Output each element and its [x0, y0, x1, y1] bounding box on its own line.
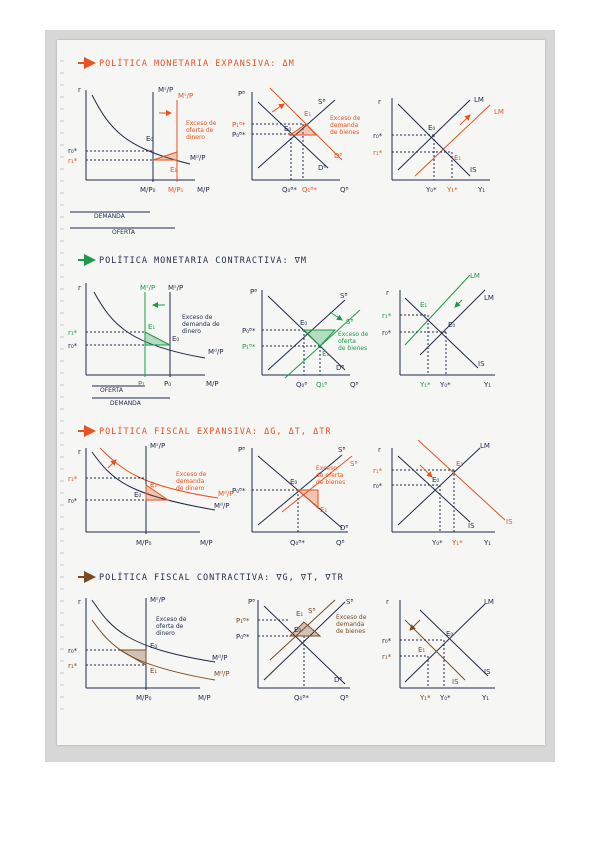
axis-label-r: r	[78, 448, 81, 456]
e1-label: E₁	[150, 667, 158, 675]
e1-label: E₁	[418, 646, 426, 654]
r1-label: r₁*	[68, 662, 78, 670]
r0-label: r₀*	[68, 647, 78, 655]
e1-label: E₁	[296, 610, 304, 618]
note-line: oferta de	[156, 623, 184, 630]
is-curve-1	[405, 620, 465, 680]
lm-curve	[405, 604, 485, 682]
s1-label: Sᴮ	[308, 607, 316, 615]
goods-note	[330, 115, 361, 136]
section-monetaria-expansiva	[68, 57, 504, 236]
e0-label: E₀	[446, 630, 454, 638]
y1-label: Y₁*	[420, 381, 431, 389]
axis-label-y: Y₁	[484, 539, 492, 547]
e1-label: E₁	[322, 350, 330, 358]
y1-label: Y₁*	[452, 539, 463, 547]
s-label: Sᴮ	[318, 98, 326, 106]
money-note	[156, 616, 187, 637]
p0-label: P₀ᴮ*	[232, 487, 246, 495]
axis-label-p: Pᴮ	[238, 90, 246, 98]
q0-label: M/P₀	[136, 694, 152, 702]
p1-label: P₁ᴮ*	[236, 617, 250, 625]
axis-label-mp: M/P	[197, 186, 210, 194]
r1-label: r₁*	[382, 653, 392, 661]
axis-label-p: Pᴮ	[238, 446, 246, 454]
axes	[400, 600, 495, 688]
is1-label: IS	[452, 678, 459, 686]
axis-label-q: Qᴮ	[340, 694, 349, 702]
p0-label: P₀ᴮ*	[236, 633, 250, 641]
md1-label: Mᵈ/P	[214, 670, 230, 678]
e1-label: E₁	[320, 506, 328, 514]
s1-label: Sᴮ	[346, 318, 354, 326]
e0-label: E₀	[448, 321, 456, 329]
note-line: de bienes	[336, 628, 366, 635]
y1-label: Y₁*	[447, 186, 458, 194]
money-note	[182, 314, 220, 335]
section-title: POLÍTICA FISCAL CONTRACTIVA: ∇G, ∇T, ∇TR	[99, 573, 344, 583]
axis-label-y: Y₁	[484, 381, 492, 389]
note-line: de bienes	[330, 129, 360, 136]
md-label: Mᵈ/P	[208, 348, 224, 356]
md0-label: Mᵈ/P	[214, 502, 230, 510]
ms-label: Mˢ/P	[150, 596, 166, 604]
q0-label: P₀	[164, 380, 172, 388]
note-line: de bienes	[338, 345, 368, 352]
lm-curve-1	[405, 275, 470, 345]
is0-label: IS	[468, 522, 475, 530]
q0-label: M/P₀	[140, 186, 156, 194]
y0-label: Y₀*	[440, 381, 451, 389]
axis-label-mp: M/P	[198, 694, 211, 702]
note-line: demanda	[330, 122, 359, 129]
axis-label-r: r	[78, 598, 81, 606]
note-line: Exceso de	[156, 616, 187, 623]
excess-area	[153, 152, 177, 160]
note-line: Exceso de	[330, 115, 361, 122]
r1-label: r₁*	[68, 475, 78, 483]
r0-label: r₀*	[68, 147, 78, 155]
lm0-label: LM	[474, 96, 484, 104]
goods-note	[316, 465, 345, 486]
money-note	[176, 471, 207, 492]
axis-label-y: Y₁	[482, 694, 490, 702]
note-line: Exceso de	[182, 314, 213, 321]
s0-label: Sᴮ	[340, 292, 348, 300]
note-line: de bienes	[316, 479, 346, 486]
goods-market-chart	[252, 448, 352, 532]
q0-label: Q₀ᴮ	[296, 381, 308, 389]
md1-label: Mᵈ/P	[218, 490, 234, 498]
axis-label-r: r	[78, 86, 81, 94]
islm-chart	[400, 600, 495, 688]
d-label: Dᴮ	[340, 524, 349, 532]
note-line: dinero	[186, 134, 205, 141]
axis-label-r: r	[78, 284, 81, 292]
oferta-label: OFERTA	[112, 229, 136, 236]
e0-label: E₀	[172, 335, 180, 343]
money-demand-0	[92, 600, 215, 662]
r0-label: r₀*	[68, 497, 78, 505]
e1-label: E₁	[150, 481, 158, 489]
lm-label: LM	[484, 598, 494, 606]
r0-label: r₀*	[382, 637, 392, 645]
section-title: POLÍTICA FISCAL EXPANSIVA: ΔG, ΔT, ΔTR	[99, 427, 332, 437]
excess-area	[304, 330, 335, 346]
section-title: POLÍTICA MONETARIA EXPANSIVA: ΔM	[99, 59, 295, 69]
p1-label: P₁ᴮ*	[232, 121, 246, 129]
lm1-label: LM	[494, 108, 504, 116]
q1-label: Q₁ᴮ	[316, 381, 328, 389]
axis-label-q: Qᴮ	[336, 539, 345, 547]
y1-label: Y₁*	[420, 694, 431, 702]
note-line: Exceso de	[186, 120, 217, 127]
shift-arrow-icon	[272, 104, 284, 112]
e0-label: E₀	[146, 135, 154, 143]
goods-note	[338, 331, 369, 352]
axis-label-p: Pᴮ	[248, 598, 256, 606]
md0-label: Mᵈ/P	[212, 654, 228, 662]
r0-label: r₀*	[68, 342, 78, 350]
axes	[86, 598, 200, 688]
ms1-label: Mˢ/P	[178, 92, 194, 100]
oferta-label: OFERTA	[100, 387, 124, 394]
is-label: IS	[478, 360, 485, 368]
e1-label: E₁	[148, 323, 156, 331]
q1-label: M/P₁	[168, 186, 184, 194]
e0-label: E₀	[290, 478, 298, 486]
s0-label: Sᴮ	[346, 598, 354, 606]
axis-label-y: Y₁	[478, 186, 486, 194]
p1-label: P₁ᴮ*	[242, 343, 256, 351]
q1-label: P₁	[138, 380, 146, 388]
r0-label: r₀*	[373, 132, 383, 140]
axis-label-r: r	[378, 98, 381, 106]
excess-area	[145, 332, 170, 345]
money-market-chart	[70, 90, 195, 228]
r0-label: r₀*	[382, 329, 392, 337]
d0-label: Dᴮ	[318, 164, 327, 172]
p0-label: P₀ᴮ*	[242, 327, 256, 335]
shift-arrow-icon	[455, 300, 462, 307]
note-line: Exceso	[316, 465, 338, 472]
e0-label: E₀	[284, 125, 292, 133]
goods-market-chart	[252, 88, 342, 180]
d1-label: Dᴮ	[334, 152, 343, 160]
axes	[392, 448, 495, 532]
r1-label: r₁*	[382, 312, 392, 320]
axis-label-q: Qᴮ	[350, 381, 359, 389]
note-line: dinero	[182, 328, 201, 335]
is-label: IS	[470, 166, 477, 174]
r1-label: r₁*	[68, 329, 78, 337]
ms0-label: Mˢ/P	[168, 284, 184, 292]
q0-label: Q₀ᴮ*	[290, 539, 305, 547]
e0-label: E₀	[432, 476, 440, 484]
excess-area	[298, 490, 318, 508]
note-line: Exceso de	[176, 471, 207, 478]
axis-label-mp: M/P	[200, 539, 213, 547]
note-line: demanda	[176, 478, 205, 485]
e0-label: E₀	[300, 319, 308, 327]
e1-label: E₁	[420, 301, 428, 309]
lm1-label: LM	[470, 272, 480, 280]
p0-label: P₀ᴮ*	[232, 131, 246, 139]
is-curve-0	[420, 610, 488, 676]
e1-label: E₁	[304, 110, 312, 118]
shift-arrow-icon	[330, 312, 342, 320]
axis-label-r: r	[386, 289, 389, 297]
s0-label: Sᴮ	[338, 446, 346, 454]
shift-arrow-icon	[108, 460, 116, 468]
shift-arrow-icon	[410, 620, 420, 630]
y0-label: Y₀*	[440, 694, 451, 702]
s1-label: Sᴮ	[350, 460, 358, 468]
shift-arrow-icon	[460, 115, 470, 125]
note-line: oferta	[338, 338, 356, 345]
q0-label: Q₀ᴮ*	[294, 694, 309, 702]
axis-label-q: Qᴮ	[340, 186, 349, 194]
note-line: Exceso de	[336, 614, 367, 621]
note-line: demanda de	[182, 321, 220, 328]
lm0-label: LM	[484, 294, 494, 302]
note-line: de dinero	[176, 485, 205, 492]
axis-label-mp: M/P	[206, 380, 219, 388]
axes	[86, 90, 195, 180]
guide-lines	[392, 135, 452, 180]
section-monetaria-contractiva	[68, 254, 495, 407]
e0-label: E₀	[134, 491, 142, 499]
section-fiscal-expansiva	[68, 425, 513, 547]
e1-label: E₁	[170, 166, 178, 174]
ms-label: Mˢ/P	[150, 442, 166, 450]
demanda-label: DEMANDA	[94, 213, 125, 220]
money-note	[186, 120, 217, 141]
is0-label: IS	[484, 668, 491, 676]
shift-arrow-icon	[420, 465, 432, 477]
y0-label: Y₀*	[432, 539, 443, 547]
section-fiscal-contractiva	[68, 571, 495, 702]
d-label: Dᴮ	[334, 676, 343, 684]
money-market-chart	[86, 283, 205, 398]
d-label: Dᴮ	[336, 364, 345, 372]
demanda-label: DEMANDA	[110, 400, 141, 407]
q0-label: M/P₀	[136, 539, 152, 547]
md-label: Mᵈ/P	[190, 154, 206, 162]
axis-label-p: Pᴮ	[250, 288, 258, 296]
section-title: POLÍTICA MONETARIA CONTRACTIVA: ∇M	[99, 256, 307, 266]
note-line: de oferta	[316, 472, 344, 479]
e1-label: E₁	[454, 154, 462, 162]
note-line: Exceso de	[338, 331, 369, 338]
ms0-label: Mˢ/P	[158, 86, 174, 94]
excess-area	[120, 650, 146, 665]
e0-label: E₀	[294, 626, 302, 634]
q1-label: Q₁ᴮ*	[302, 186, 317, 194]
r1-label: r₁*	[68, 157, 78, 165]
note-line: demanda	[336, 621, 365, 628]
y0-label: Y₀*	[426, 186, 437, 194]
axis-label-r: r	[386, 598, 389, 606]
e1-label: E₁	[456, 460, 464, 468]
r1-label: r₁*	[373, 467, 383, 475]
e0-label: E₀	[150, 642, 158, 650]
q0-label: Q₀ᴮ*	[282, 186, 297, 194]
islm-chart	[392, 440, 505, 532]
ms1-label: Mˢ/P	[140, 284, 156, 292]
axis-label-r: r	[378, 446, 381, 454]
is1-label: IS	[506, 518, 513, 526]
r1-label: r₁*	[373, 149, 383, 157]
note-line: oferta de	[186, 127, 214, 134]
r0-label: r₀*	[373, 482, 383, 490]
goods-note	[336, 614, 367, 635]
e0-label: E₀	[428, 124, 436, 132]
note-line: dinero	[156, 630, 175, 637]
lm-label: LM	[480, 442, 490, 450]
guide-lines	[400, 315, 446, 375]
